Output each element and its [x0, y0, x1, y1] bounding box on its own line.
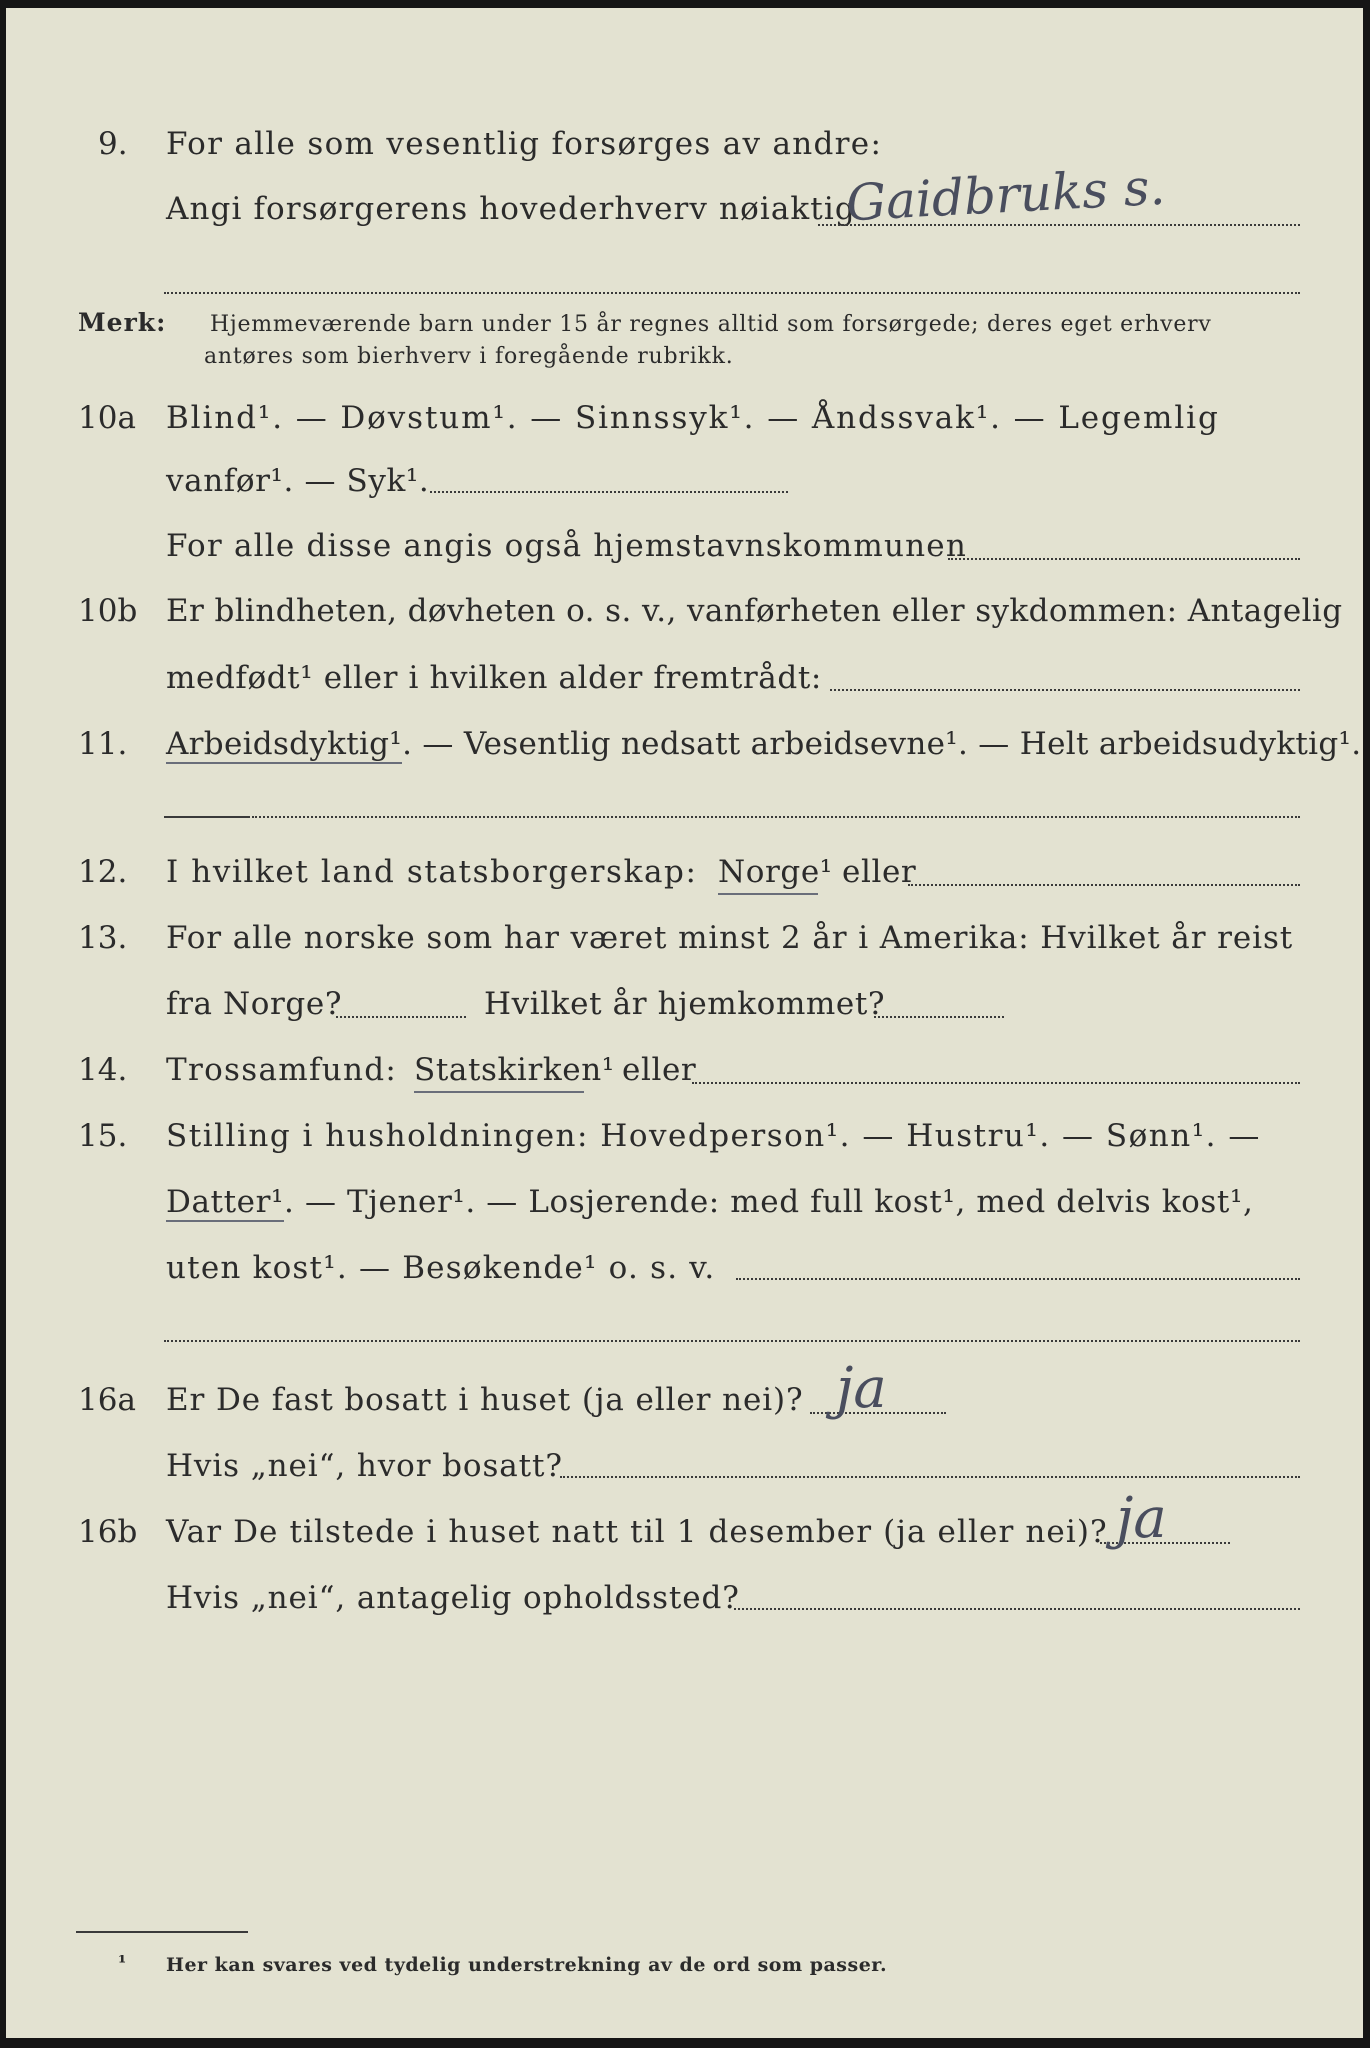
q10a-line2: vanfør¹. — Syk¹. [166, 463, 430, 499]
q16b-handwritten-answer: ja [1116, 1486, 1167, 1551]
q16b-line1: Var De tilstede i huset natt til 1 desember (ja eller nei)? [166, 1514, 1108, 1550]
q16a-handwritten-answer: ja [836, 1356, 887, 1421]
q11-text [166, 726, 1361, 762]
q13-line1: For alle norske som har været minst 2 år i Amerika: Hvilket år reist [166, 920, 1294, 956]
q13-year-left-line [336, 1016, 466, 1018]
q12-number: 12. [78, 854, 128, 890]
q10a-number: 10a [78, 400, 136, 436]
q11-number: 11. [78, 726, 128, 762]
q9-handwritten-answer: Gaidbruks s. [844, 157, 1167, 233]
q11-extra-line [252, 816, 1300, 818]
q15-answer-line [736, 1278, 1300, 1280]
q12-answer-line [908, 884, 1300, 886]
q16a-number: 16a [78, 1382, 136, 1418]
q9-line1: For alle som vesentlig forsørges av andre: [166, 126, 883, 162]
q14-eller: eller [622, 1052, 697, 1088]
merk-line1: Hjemmeværende barn under 15 år regnes alltid som forsørgede; deres eget erhverv [210, 312, 1212, 337]
q13-number: 13. [78, 920, 128, 956]
q15-number: 15. [78, 1118, 128, 1154]
merk-label: Merk: [78, 308, 167, 337]
q12-underline [718, 893, 818, 895]
q15-line1: Stilling i husholdningen: Hovedperson¹. — Hustru¹. — Sønn¹. — [166, 1118, 1261, 1154]
q13-year-home-line [874, 1016, 1004, 1018]
q14-question: Trossamfund: [166, 1052, 398, 1088]
q10b-line2: medfødt¹ eller i hvilken alder fremtrådt: [166, 660, 822, 696]
q14-option-statskirken: Statskirken¹ [414, 1052, 615, 1088]
q9-extra-line [164, 292, 1300, 294]
census-form-page [6, 8, 1363, 2038]
q15-line2-rest: . — Tjener¹. — Losjerende: med full kost¹, med delvis kost¹, [284, 1184, 1254, 1220]
merk-line2: antøres som bierhverv i foregående rubrikk. [204, 344, 734, 369]
q13-line2a: fra Norge? [166, 986, 343, 1022]
q16a-line2: Hvis „nei“, hvor bosatt? [166, 1448, 563, 1484]
q14-underline [414, 1091, 584, 1093]
q16a-where-line [560, 1476, 1300, 1478]
q10a-line1: Blind¹. — Døvstum¹. — Sinnssyk¹. — Åndssvak¹. — Legemlig [166, 400, 1220, 436]
q10b-age-line [830, 689, 1300, 691]
q10b-line1: Er blindheten, døvheten o. s. v., vanførheten eller sykdommen: Antagelig [166, 593, 1343, 629]
q11-option-arbeidsdyktig: Arbeidsdyktig¹ [166, 726, 403, 762]
q16b-number: 16b [78, 1514, 138, 1550]
q10b-number: 10b [78, 593, 138, 629]
q15-line2 [166, 1184, 1253, 1220]
q12-question: I hvilket land statsborgerskap: [166, 854, 698, 890]
q10a-home-line [948, 558, 1300, 560]
footnote-rule [76, 1931, 248, 1933]
q12-eller: eller [842, 854, 917, 890]
footnote-text: Her kan svares ved tydelig understrekning av de ord som passer. [166, 1954, 888, 1976]
q9-number: 9. [98, 126, 128, 162]
q15-extra-line [164, 1340, 1300, 1342]
q12-option-norge: Norge¹ [718, 854, 833, 890]
q15-line3: uten kost¹. — Besøkende¹ o. s. v. [166, 1250, 716, 1286]
q10a-line3: For alle disse angis også hjemstavnskommunen [166, 528, 967, 564]
q11-rest: . — Vesentlig nedsatt arbeidsevne¹. — Helt arbeidsudyktig¹. [402, 726, 1362, 762]
q9-line2: Angi forsørgerens hovederhverv nøiaktig [166, 191, 856, 227]
q15-option-datter: Datter¹ [166, 1184, 285, 1220]
q16b-place-line [734, 1608, 1300, 1610]
q16b-line2: Hvis „nei“, antagelig opholdssted? [166, 1580, 740, 1616]
q14-answer-line [692, 1082, 1300, 1084]
q11-short-rule [164, 816, 250, 818]
q10a-syk-line [430, 491, 788, 493]
q16a-line1: Er De fast bosatt i huset (ja eller nei)? [166, 1382, 804, 1418]
q14-number: 14. [78, 1052, 128, 1088]
footnote-mark: ¹ [118, 1952, 127, 1974]
q13-line2b: Hvilket år hjemkommet? [484, 986, 886, 1022]
